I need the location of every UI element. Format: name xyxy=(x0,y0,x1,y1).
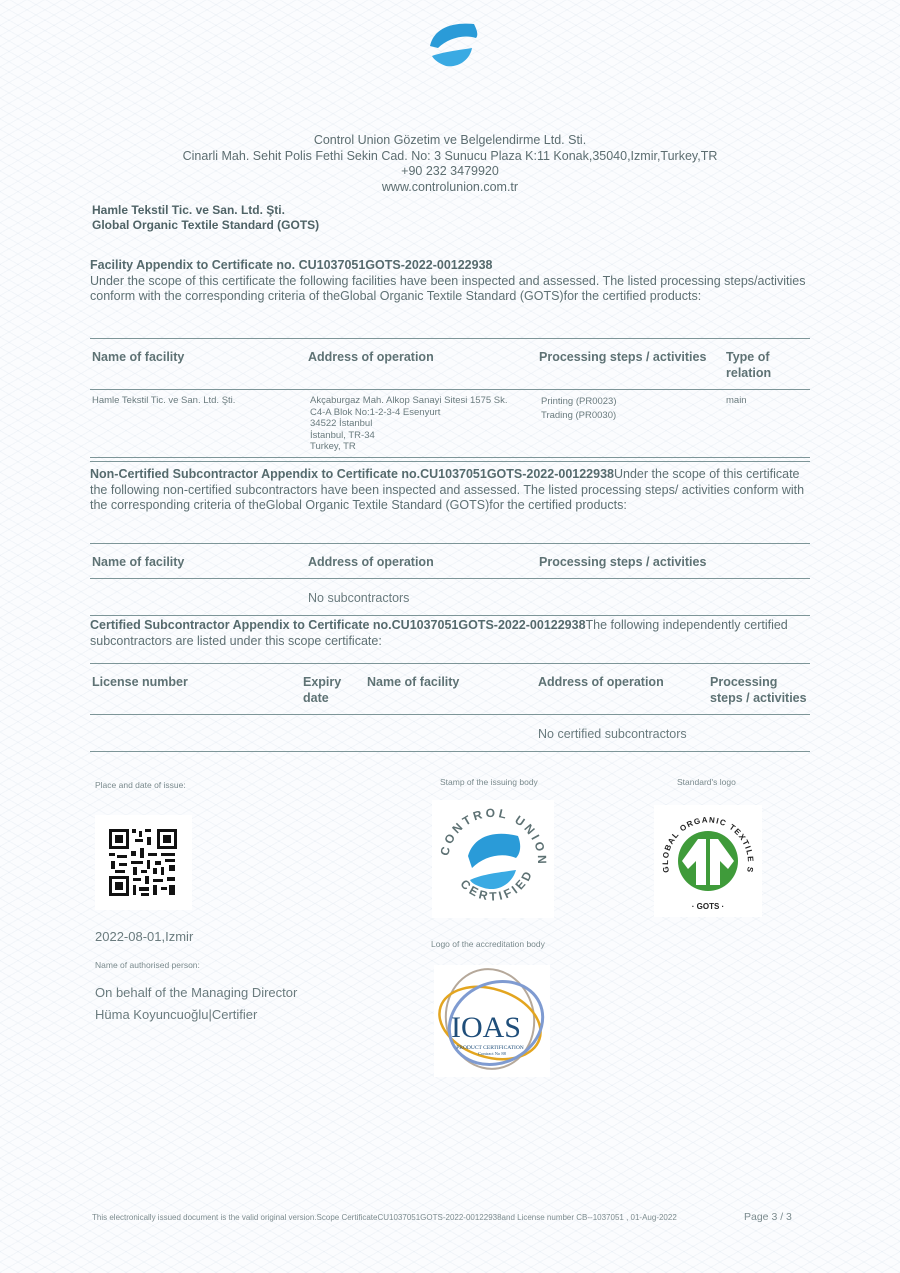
col-header-facility: Name of facility xyxy=(92,350,185,364)
svg-text:CERTIFIED: CERTIFIED xyxy=(457,866,537,904)
qr-code[interactable] xyxy=(95,815,192,910)
table-rule xyxy=(90,663,810,664)
col-header-relation: Type of relation xyxy=(726,350,772,380)
gots-shirt-icon xyxy=(654,805,762,917)
facility-steps xyxy=(541,395,617,422)
control-union-logo-icon xyxy=(426,18,480,70)
facility-name: Hamle Tekstil Tic. ve San. Ltd. Şti. xyxy=(92,395,236,406)
empty-table-message: No certified subcontractors xyxy=(538,727,687,741)
col-header-steps: Processing steps / activities xyxy=(539,555,707,569)
col-header-address: Address of operation xyxy=(308,350,434,364)
client-standard: Global Organic Textile Standard (GOTS) xyxy=(92,218,320,232)
control-union-certified-stamp xyxy=(432,800,554,918)
table-rule xyxy=(90,578,810,579)
place-date-value: 2022-08-01,Izmir xyxy=(95,929,194,944)
col-header-steps: Processing steps / activities xyxy=(710,675,807,705)
noncertified-appendix-intro xyxy=(90,467,810,514)
col-header-address: Address of operation xyxy=(538,675,664,689)
svg-text:PRODUCT CERTIFICATION: PRODUCT CERTIFICATION xyxy=(456,1045,524,1051)
svg-text:· GOTS ·: · GOTS · xyxy=(691,902,725,911)
accreditation-logo-label: Logo of the accreditation body xyxy=(431,939,545,949)
issuer-address: Cinarli Mah. Sehit Polis Fethi Sekin Cad. No: 3 Sunucu Plaza K:11 Konak,35040,Izmir,Turkey,TR xyxy=(182,148,718,163)
table-rule xyxy=(90,389,810,390)
svg-text:Contract No 88: Contract No 88 xyxy=(478,1051,506,1056)
col-header-license: License number xyxy=(92,675,188,689)
noncertified-appendix-title: Non-Certified Subcontractor Appendix to Certificate no.CU1037051GOTS-2022-00122938 xyxy=(90,467,614,481)
col-header-facility: Name of facility xyxy=(367,675,460,689)
facility-relation: main xyxy=(726,395,747,406)
noncertified-appendix-text: Under the scope of this certificate the following non-certified subcontractors have been inspected and assessed. The listed processing steps/ activities conform with the corresponding criteria of theGlobal Organic Textile Standard (GOTS)for the certified products: xyxy=(90,467,805,512)
empty-table-message: No subcontractors xyxy=(308,591,410,605)
certified-appendix-title: Certified Subcontractor Appendix to Certificate no.CU1037051GOTS-2022-00122938 xyxy=(90,618,586,632)
ioas-logo xyxy=(434,965,550,1077)
certified-appendix-intro xyxy=(90,618,810,649)
issuer-header xyxy=(100,133,800,195)
address-line: C4-A Blok No:1-2-3-4 Esenyurt xyxy=(310,406,441,418)
svg-text:IOAS: IOAS xyxy=(450,1011,522,1044)
footer-validity-note: This electronically issued document is the valid original version.Scope CertificateCU1037051GOTS-2022-00122938and License number CB--1037051 , 01-Aug-2022 xyxy=(92,1213,677,1222)
svg-text:GLOBAL ORGANIC TEXTILE STANDAR: GLOBAL ORGANIC TEXTILE S xyxy=(660,815,756,875)
table-rule xyxy=(90,543,810,544)
table-rule xyxy=(90,338,810,339)
facility-appendix-title: Facility Appendix to Certificate no. CU1037051GOTS-2022-00122938 xyxy=(90,258,493,272)
qr-code-icon xyxy=(95,815,192,910)
authorised-person-label: Name of authorised person: xyxy=(95,960,200,970)
facility-appendix-intro xyxy=(90,258,810,305)
gots-logo xyxy=(654,805,762,917)
certified-appendix-text: The following independently certified subcontractors are listed under this scope certificate: xyxy=(90,618,788,648)
ioas-accreditation-icon xyxy=(434,965,550,1077)
step-item: Trading (PR0030) xyxy=(541,409,617,421)
control-union-stamp-icon xyxy=(432,800,554,918)
table-rule xyxy=(90,457,810,458)
col-header-expiry: Expiry date xyxy=(303,675,342,705)
client-block xyxy=(92,203,319,233)
standard-logo-label: Standard's logo xyxy=(677,777,736,787)
issuer-name: Control Union Gözetim ve Belgelendirme Ltd. Sti. xyxy=(313,133,587,147)
table-rule xyxy=(90,461,810,462)
address-line: Akçaburgaz Mah. Alkop Sanayi Sitesi 1575 Sk. xyxy=(310,395,508,406)
client-company: Hamle Tekstil Tic. ve San. Ltd. Şti. xyxy=(92,203,285,217)
issuer-website: www.controlunion.com.tr xyxy=(381,179,519,194)
place-date-label: Place and date of issue: xyxy=(95,780,186,790)
facility-appendix-text: Under the scope of this certificate the following facilities have been inspected and assessed. The listed processing steps/activities conform with the corresponding criteria of theGlobal Organic Textile Standard (GOTS)for the certified products: xyxy=(90,273,806,303)
table-rule xyxy=(90,615,810,616)
table-rule xyxy=(90,751,810,752)
step-item: Printing (PR0023) xyxy=(541,396,617,407)
address-line: 34522 İstanbul xyxy=(310,418,373,429)
page-number: Page 3 / 3 xyxy=(744,1211,792,1223)
table-rule xyxy=(90,714,810,715)
stamp-label: Stamp of the issuing body xyxy=(440,777,538,787)
col-header-steps: Processing steps / activities xyxy=(539,350,707,364)
col-header-facility: Name of facility xyxy=(92,555,185,569)
authorised-person-line2: Hüma Koyuncuoğlu|Certifier xyxy=(95,1007,258,1022)
authorised-person-line1: On behalf of the Managing Director xyxy=(95,985,298,1000)
svg-text:CONTROL UNION: CONTROL UNION xyxy=(437,805,550,867)
address-line: Turkey, TR xyxy=(310,441,356,452)
issuer-phone: +90 232 3479920 xyxy=(401,164,499,178)
address-line: İstanbul, TR-34 xyxy=(310,429,375,441)
facility-address xyxy=(310,395,508,453)
col-header-address: Address of operation xyxy=(308,555,434,569)
